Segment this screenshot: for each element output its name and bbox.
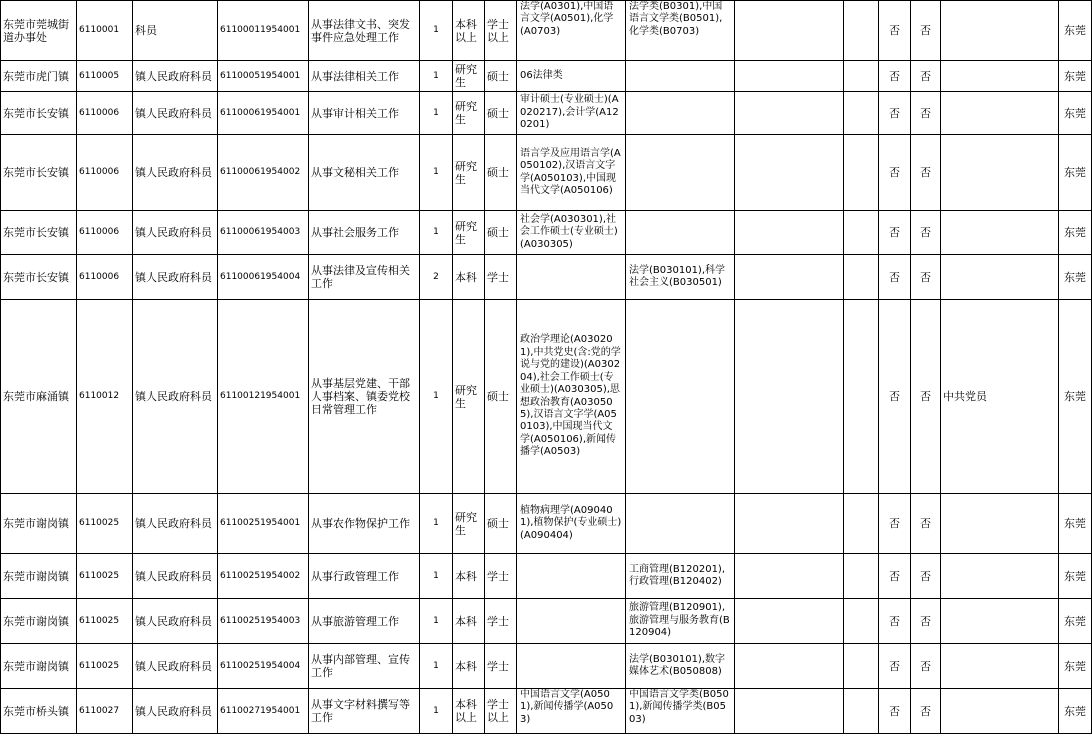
position-code-cell: 61100251954004 [218,644,309,689]
education-cell: 研究生 [453,494,485,554]
education-cell: 研究生 [453,61,485,92]
undergrad-major-cell: 法学类(B0301),中国语言文学类(B0501),化学类(B0703) [626,1,735,61]
degree-cell: 学士 [485,644,517,689]
unit-code-cell: 6110006 [77,92,133,135]
count-cell: 1 [420,644,453,689]
undergrad-major-cell [626,135,735,211]
count-cell: 1 [420,135,453,211]
blank-cell [844,1,879,61]
unit-cell: 东莞市长安镇 [1,211,77,255]
table-body [1,1,1092,734]
degree-cell: 硕士 [485,300,517,494]
grad-major-cell: 法学(A0301),中国语言文学(A0501),化学(A0703) [517,1,626,61]
position-code-cell: 61100011954001 [218,1,309,61]
undergrad-major-cell [626,92,735,135]
count-cell: 1 [420,92,453,135]
duty-cell: 从事文秘相关工作 [309,135,420,211]
flag-cell: 否 [879,554,911,599]
dept-cell: 镇人民政府科员 [133,135,218,211]
dept-cell: 镇人民政府科员 [133,92,218,135]
degree-cell: 硕士 [485,92,517,135]
count-cell: 1 [420,61,453,92]
blank-cell [735,644,844,689]
grad-major-cell: 植物病理学(A090401),植物保护(专业硕士)(A090404) [517,494,626,554]
grad-major-cell [517,255,626,300]
duty-cell: 从事文字材料撰写等工作 [309,689,420,734]
blank-cell [844,92,879,135]
degree-cell: 学士 [485,599,517,644]
duty-cell: 从事法律文书、突发事件应急处理工作 [309,1,420,61]
unit-code-cell: 6110027 [77,689,133,734]
flag-cell: 否 [911,300,941,494]
blank-cell [735,599,844,644]
table-row [1,61,1092,92]
undergrad-major-cell: 中国语言文学类(B0501),新闻传播学类(B0503) [626,689,735,734]
undergrad-major-cell [626,211,735,255]
blank-cell [844,689,879,734]
blank-cell [735,255,844,300]
undergrad-major-cell [626,494,735,554]
requirement-cell [941,135,1059,211]
duty-cell: 从事法律相关工作 [309,61,420,92]
duty-cell: 从事法律及宣传相关工作 [309,255,420,300]
position-code-cell: 61100061954003 [218,211,309,255]
region-cell: 东莞 [1059,689,1092,734]
education-cell: 研究生 [453,300,485,494]
duty-cell: 从事内部管理、宣传工作 [309,644,420,689]
dept-cell: 镇人民政府科员 [133,255,218,300]
unit-code-cell: 6110005 [77,61,133,92]
grad-major-cell: 政治学理论(A030201),中共党史(含:党的学说与党的建设)(A030204),社会工作硕士(专业硕士)(A030305),思想政治教育(A030505),汉语言文字学(A050103),中国现当代文学(A050106),新闻传播学(A0503) [517,300,626,494]
position-code-cell: 61100251954002 [218,554,309,599]
undergrad-major-cell [626,61,735,92]
unit-cell: 东莞市长安镇 [1,255,77,300]
unit-code-cell: 6110025 [77,494,133,554]
degree-cell: 学士以上 [485,689,517,734]
table-row [1,644,1092,689]
blank-cell [844,255,879,300]
dept-cell: 镇人民政府科员 [133,599,218,644]
table-row [1,689,1092,734]
flag-cell: 否 [911,554,941,599]
flag-cell: 否 [879,1,911,61]
dept-cell: 镇人民政府科员 [133,644,218,689]
blank-cell [844,211,879,255]
requirement-cell [941,1,1059,61]
grad-major-cell: 社会学(A030301),社会工作硕士(专业硕士)(A030305) [517,211,626,255]
education-cell: 本科 [453,599,485,644]
unit-code-cell: 6110006 [77,135,133,211]
flag-cell: 否 [911,255,941,300]
education-cell: 本科 [453,554,485,599]
dept-cell: 镇人民政府科员 [133,61,218,92]
table-row [1,300,1092,494]
count-cell: 2 [420,255,453,300]
duty-cell: 从事社会服务工作 [309,211,420,255]
flag-cell: 否 [879,211,911,255]
unit-cell: 东莞市长安镇 [1,92,77,135]
flag-cell: 否 [911,92,941,135]
blank-cell [844,494,879,554]
education-cell: 本科 [453,644,485,689]
flag-cell: 否 [879,255,911,300]
flag-cell: 否 [879,61,911,92]
count-cell: 1 [420,554,453,599]
region-cell: 东莞 [1059,599,1092,644]
grad-major-cell: 审计硕士(专业硕士)(A020217),会计学(A120201) [517,92,626,135]
position-code-cell: 61100061954002 [218,135,309,211]
flag-cell: 否 [911,61,941,92]
count-cell: 1 [420,599,453,644]
unit-code-cell: 6110025 [77,554,133,599]
requirement-cell [941,494,1059,554]
region-cell: 东莞 [1059,300,1092,494]
flag-cell: 否 [879,689,911,734]
dept-cell: 镇人民政府科员 [133,689,218,734]
table-row [1,255,1092,300]
unit-code-cell: 6110001 [77,1,133,61]
flag-cell: 否 [879,135,911,211]
requirement-cell [941,211,1059,255]
table-row [1,554,1092,599]
dept-cell: 镇人民政府科员 [133,554,218,599]
flag-cell: 否 [879,300,911,494]
blank-cell [844,61,879,92]
blank-cell [735,61,844,92]
position-code-cell: 61100121954001 [218,300,309,494]
region-cell: 东莞 [1059,644,1092,689]
region-cell: 东莞 [1059,494,1092,554]
blank-cell [844,599,879,644]
unit-cell: 东莞市谢岗镇 [1,554,77,599]
blank-cell [844,554,879,599]
flag-cell: 否 [911,135,941,211]
region-cell: 东莞 [1059,255,1092,300]
degree-cell: 硕士 [485,135,517,211]
grad-major-cell: 中国语言文学(A0501),新闻传播学(A0503) [517,689,626,734]
flag-cell: 否 [911,689,941,734]
blank-cell [735,135,844,211]
flag-cell: 否 [911,211,941,255]
blank-cell [735,300,844,494]
flag-cell: 否 [911,644,941,689]
blank-cell [735,92,844,135]
grad-major-cell: 06法律类 [517,61,626,92]
undergrad-major-cell: 法学(B030101),科学社会主义(B030501) [626,255,735,300]
grad-major-cell: 语言学及应用语言学(A050102),汉语言文字学(A050103),中国现当代文学(A050106) [517,135,626,211]
table-row [1,92,1092,135]
flag-cell: 否 [879,599,911,644]
dept-cell: 镇人民政府科员 [133,300,218,494]
undergrad-major-cell: 工商管理(B120201),行政管理(B120402) [626,554,735,599]
table-row [1,135,1092,211]
dept-cell: 科员 [133,1,218,61]
degree-cell: 学士以上 [485,1,517,61]
undergrad-major-cell: 法学(B030101),数字媒体艺术(B050808) [626,644,735,689]
blank-cell [735,554,844,599]
unit-cell: 东莞市长安镇 [1,135,77,211]
count-cell: 1 [420,494,453,554]
count-cell: 1 [420,211,453,255]
position-code-cell: 61100061954001 [218,92,309,135]
flag-cell: 否 [879,494,911,554]
table-row [1,599,1092,644]
duty-cell: 从事行政管理工作 [309,554,420,599]
region-cell: 东莞 [1059,92,1092,135]
table-row [1,211,1092,255]
unit-code-cell: 6110006 [77,211,133,255]
unit-code-cell: 6110006 [77,255,133,300]
requirement-cell [941,554,1059,599]
duty-cell: 从事审计相关工作 [309,92,420,135]
requirement-cell [941,92,1059,135]
unit-cell: 东莞市谢岗镇 [1,494,77,554]
table-row [1,1,1092,61]
blank-cell [844,300,879,494]
count-cell: 1 [420,300,453,494]
unit-cell: 东莞市虎门镇 [1,61,77,92]
flag-cell: 否 [879,644,911,689]
grad-major-cell [517,644,626,689]
requirement-cell [941,61,1059,92]
position-code-cell: 61100061954004 [218,255,309,300]
requirement-cell [941,255,1059,300]
degree-cell: 硕士 [485,61,517,92]
duty-cell: 从事基层党建、干部人事档案、镇委党校日常管理工作 [309,300,420,494]
unit-cell: 东莞市谢岗镇 [1,599,77,644]
blank-cell [735,211,844,255]
education-cell: 研究生 [453,211,485,255]
duty-cell: 从事旅游管理工作 [309,599,420,644]
requirement-cell [941,599,1059,644]
requirement-cell [941,644,1059,689]
degree-cell: 学士 [485,554,517,599]
dept-cell: 镇人民政府科员 [133,494,218,554]
undergrad-major-cell [626,300,735,494]
requirement-cell: 中共党员 [941,300,1059,494]
table-row [1,494,1092,554]
position-code-cell: 61100271954001 [218,689,309,734]
position-code-cell: 61100051954001 [218,61,309,92]
region-cell: 东莞 [1059,135,1092,211]
region-cell: 东莞 [1059,61,1092,92]
undergrad-major-cell: 旅游管理(B120901),旅游管理与服务教育(B120904) [626,599,735,644]
education-cell: 本科以上 [453,689,485,734]
count-cell: 1 [420,1,453,61]
education-cell: 研究生 [453,92,485,135]
grad-major-cell [517,554,626,599]
unit-cell: 东莞市桥头镇 [1,689,77,734]
blank-cell [735,494,844,554]
region-cell: 东莞 [1059,1,1092,61]
degree-cell: 硕士 [485,494,517,554]
duty-cell: 从事农作物保护工作 [309,494,420,554]
flag-cell: 否 [911,599,941,644]
flag-cell: 否 [911,494,941,554]
unit-code-cell: 6110025 [77,599,133,644]
requirement-cell [941,689,1059,734]
count-cell: 1 [420,689,453,734]
dept-cell: 镇人民政府科员 [133,211,218,255]
flag-cell: 否 [911,1,941,61]
degree-cell: 硕士 [485,211,517,255]
unit-cell: 东莞市麻涌镇 [1,300,77,494]
unit-cell: 东莞市谢岗镇 [1,644,77,689]
flag-cell: 否 [879,92,911,135]
education-cell: 本科以上 [453,1,485,61]
grad-major-cell [517,599,626,644]
education-cell: 研究生 [453,135,485,211]
education-cell: 本科 [453,255,485,300]
blank-cell [844,135,879,211]
unit-code-cell: 6110025 [77,644,133,689]
position-code-cell: 61100251954003 [218,599,309,644]
unit-cell: 东莞市莞城街道办事处 [1,1,77,61]
degree-cell: 学士 [485,255,517,300]
region-cell: 东莞 [1059,554,1092,599]
unit-code-cell: 6110012 [77,300,133,494]
blank-cell [735,1,844,61]
blank-cell [844,644,879,689]
blank-cell [735,689,844,734]
position-code-cell: 61100251954001 [218,494,309,554]
region-cell: 东莞 [1059,211,1092,255]
